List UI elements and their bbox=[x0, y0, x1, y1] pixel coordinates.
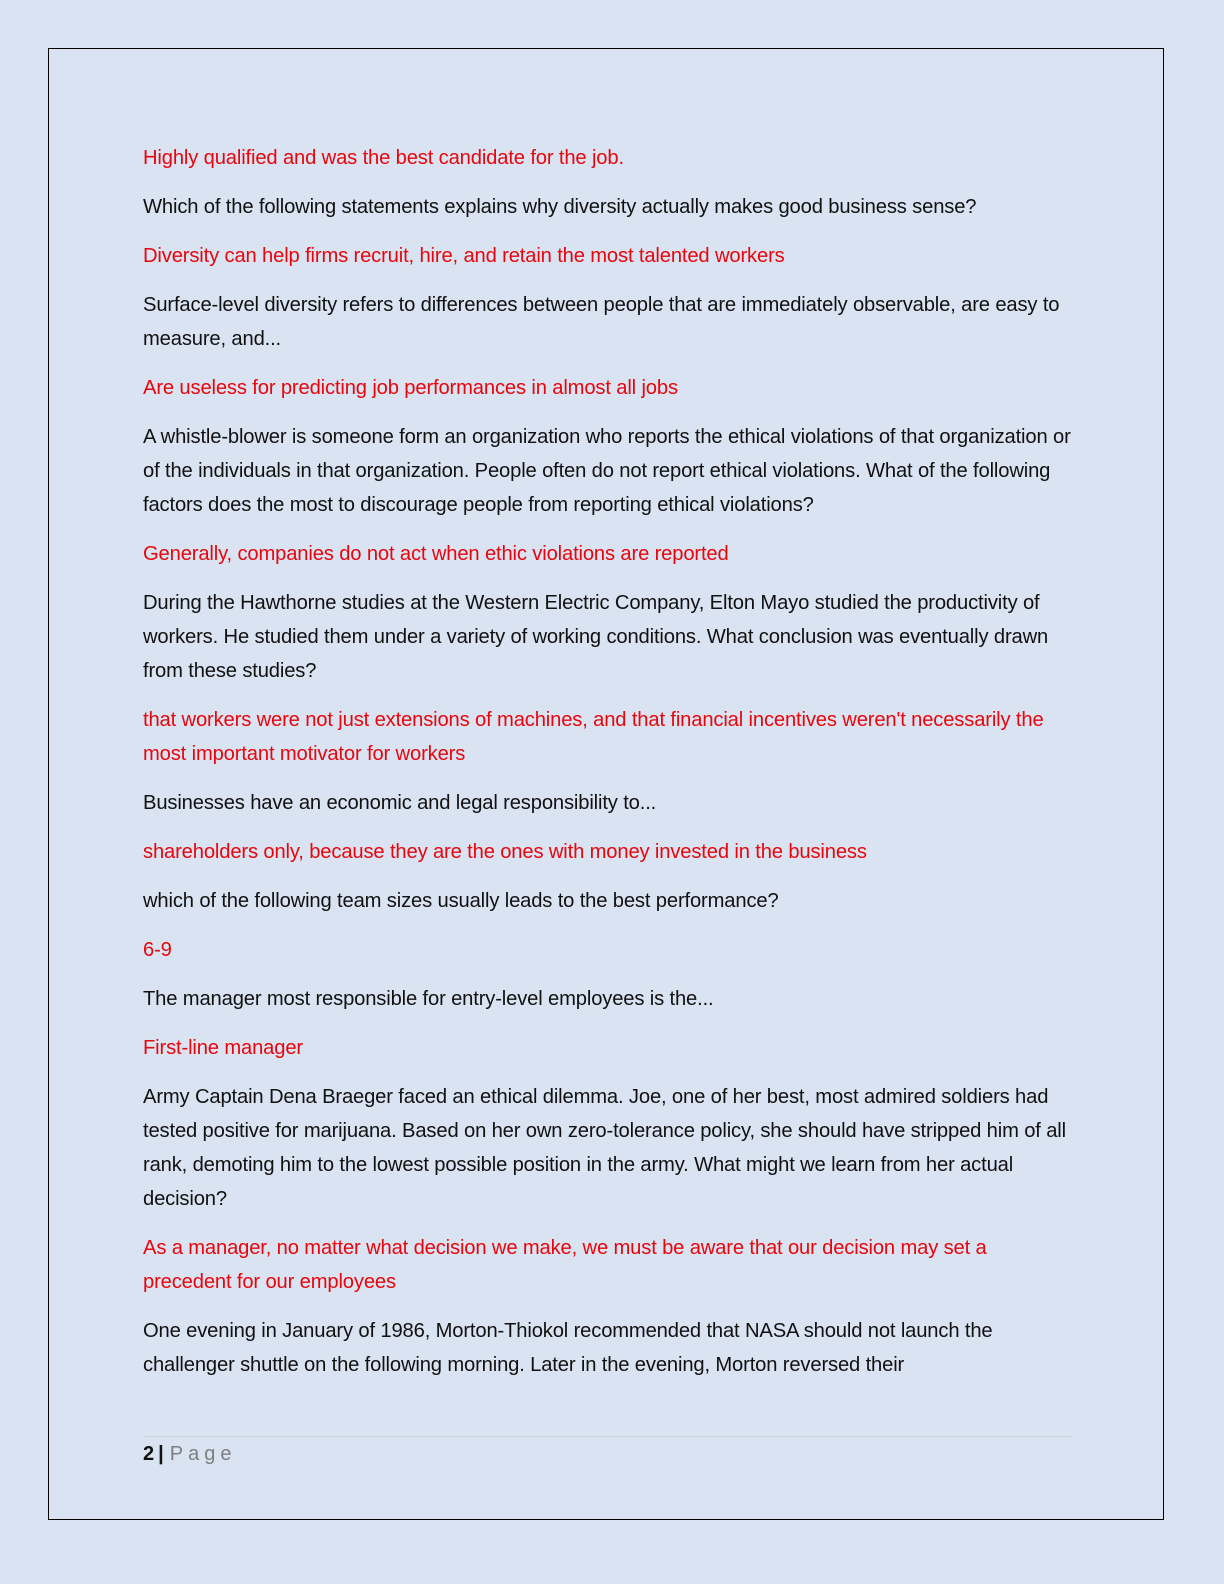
answer-text: First-line manager bbox=[143, 1037, 303, 1059]
footer-separator: | bbox=[158, 1443, 164, 1465]
answer-text: Highly qualified and was the best candidate for the job. bbox=[143, 147, 624, 169]
question-text: Surface-level diversity refers to differences between people that are immediately observable, are easy to measure, and... bbox=[143, 294, 1060, 350]
page-label: Page bbox=[169, 1443, 237, 1465]
answer-text: 6-9 bbox=[143, 939, 172, 961]
page-footer bbox=[143, 1440, 236, 1468]
footer-divider bbox=[143, 1436, 1073, 1437]
question-text: A whistle-blower is someone form an organization who reports the ethical violations of that organization or of the individuals in that organization. People often do not report ethical violations. What of the following factors does the most to discourage people from reporting ethical violations? bbox=[143, 426, 1071, 516]
page-number: 2 bbox=[143, 1443, 155, 1465]
answer-text: As a manager, no matter what decision we make, we must be aware that our decision may set a precedent for our employees bbox=[143, 1237, 987, 1293]
question-text: Which of the following statements explains why diversity actually makes good business sense? bbox=[143, 196, 977, 218]
answer-text: Diversity can help firms recruit, hire, and retain the most talented workers bbox=[143, 245, 785, 267]
question-text: Businesses have an economic and legal responsibility to... bbox=[143, 792, 657, 814]
document-body bbox=[143, 141, 1078, 1397]
answer-text: shareholders only, because they are the ones with money invested in the business bbox=[143, 841, 867, 863]
question-text: One evening in January of 1986, Morton-Thiokol recommended that NASA should not launch the challenger shuttle on the following morning. Later in the evening, Morton reversed their bbox=[143, 1320, 993, 1376]
question-text: The manager most responsible for entry-level employees is the... bbox=[143, 988, 714, 1010]
question-text: which of the following team sizes usually leads to the best performance? bbox=[143, 890, 779, 912]
answer-text: Generally, companies do not act when ethic violations are reported bbox=[143, 543, 729, 565]
answer-text: that workers were not just extensions of machines, and that financial incentives weren't necessarily the most important motivator for workers bbox=[143, 709, 1044, 765]
question-text: Army Captain Dena Braeger faced an ethical dilemma. Joe, one of her best, most admired soldiers had tested positive for marijuana. Based on her own zero-tolerance policy, she should have stripped him of all rank, demoting him to the lowest possible position in the army. What might we learn from her actual decision? bbox=[143, 1086, 1066, 1210]
answer-text: Are useless for predicting job performances in almost all jobs bbox=[143, 377, 678, 399]
question-text: During the Hawthorne studies at the Western Electric Company, Elton Mayo studied the productivity of workers. He studied them under a variety of working conditions. What conclusion was eventually drawn from these studies? bbox=[143, 592, 1049, 682]
